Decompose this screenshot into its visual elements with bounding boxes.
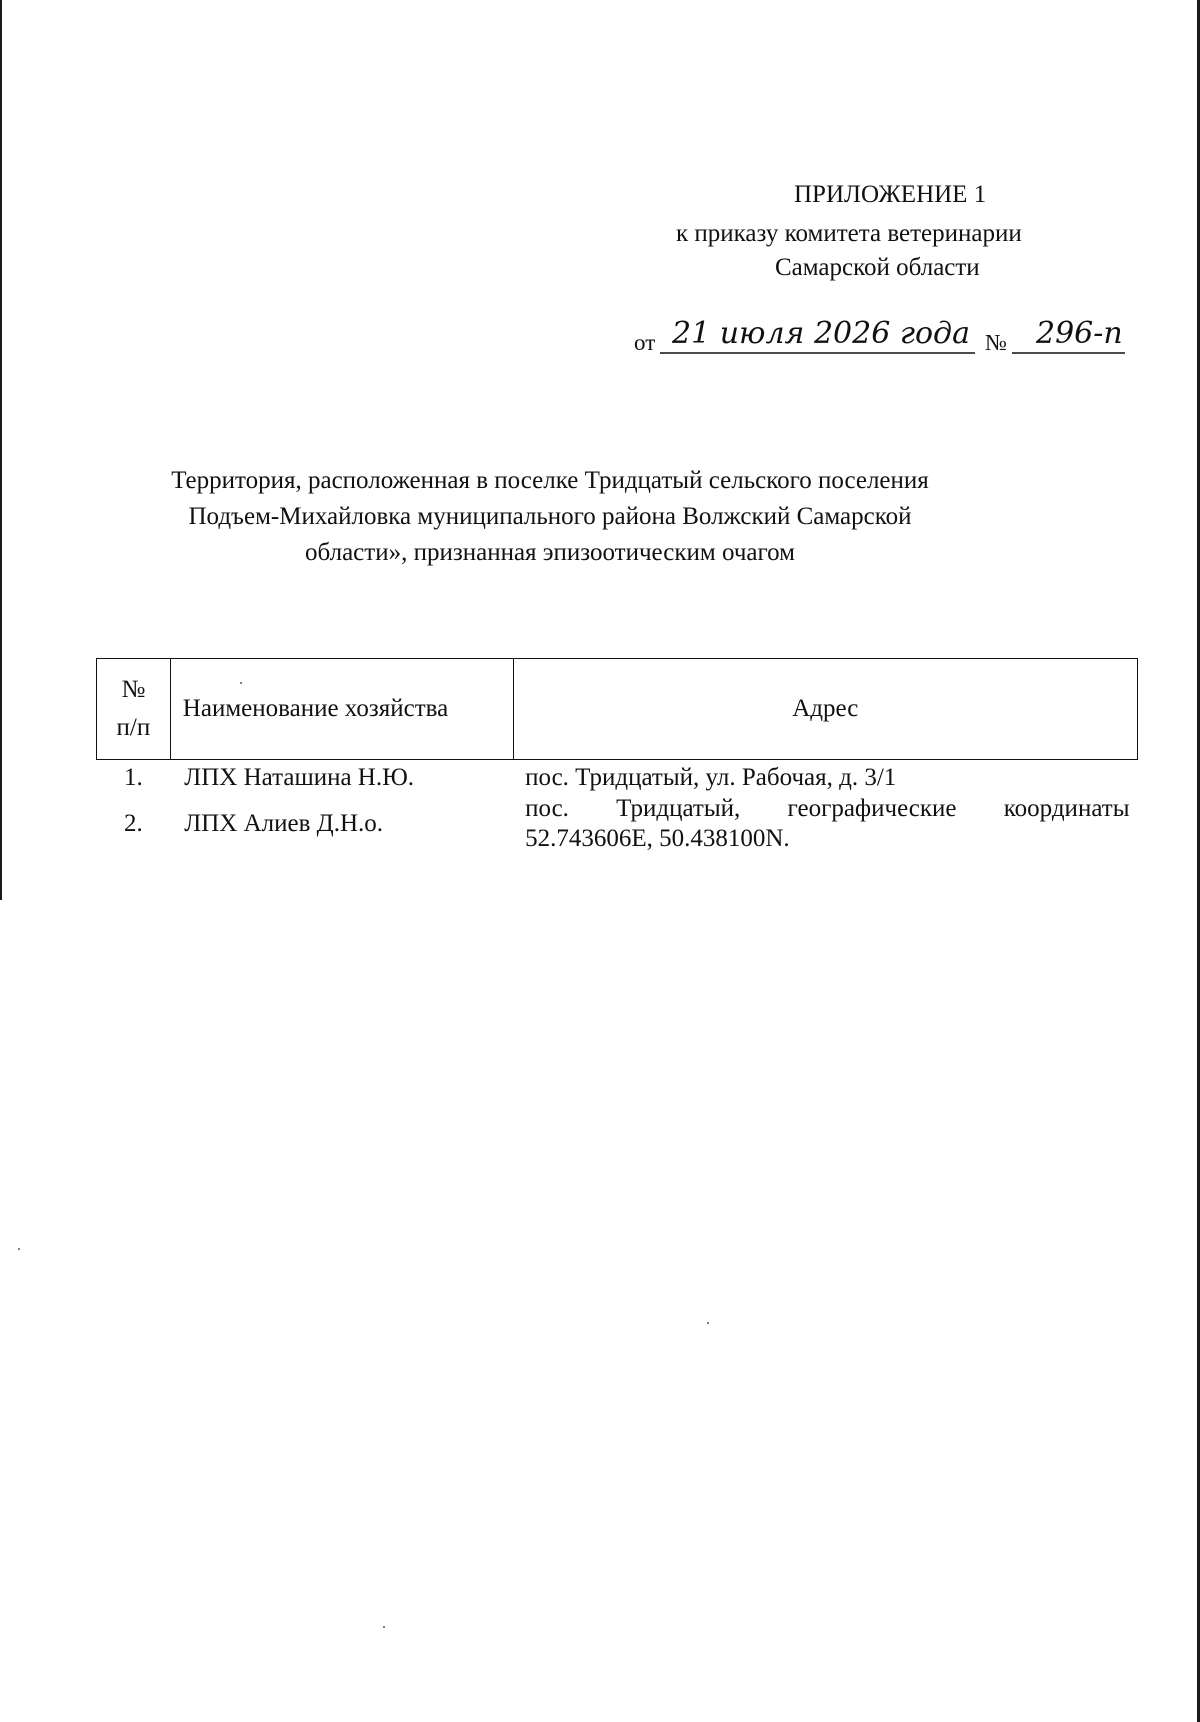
row-name: ЛПХ Алиев Д.Н.о. [184, 810, 384, 837]
header-num-sign: № [121, 676, 146, 703]
farms-table [96, 658, 1138, 854]
order-date-handwritten: 21 июля 2026 года [672, 316, 970, 351]
title-line-1: Территория, расположенная в поселке Тридцатый сельского поселения [171, 467, 929, 494]
header-address: Адрес [513, 659, 1137, 760]
scan-speck [707, 1322, 709, 1324]
row-address [513, 792, 1137, 854]
appendix-reference: к приказу комитета ветеринарии [676, 220, 1022, 247]
order-number-sign: № [985, 330, 1007, 355]
header-num [97, 659, 171, 760]
appendix-title: ПРИЛОЖЕНИЕ 1 [794, 181, 987, 208]
scan-speck [383, 1626, 385, 1628]
row-num: 2. [124, 810, 143, 837]
table-row [97, 760, 1138, 793]
scan-speck [18, 1248, 20, 1250]
row-address-line: 52.743606E, 50.438100N. [525, 825, 790, 852]
scan-speck [240, 682, 242, 684]
order-underlines [660, 350, 1130, 356]
row-address-line: пос. Тридцатый, ул. Рабочая, д. 3/1 [525, 764, 897, 791]
title-line-2: Подъем-Михайловка муниципального района Волжский Самарской [188, 503, 912, 530]
table-header-row [97, 659, 1138, 760]
row-name: ЛПХ Наташина Н.Ю. [184, 764, 415, 791]
row-address [513, 760, 1137, 793]
header-name: Наименование хозяйства [170, 659, 513, 760]
appendix-region: Самарской области [775, 254, 980, 281]
row-num: 1. [124, 764, 143, 791]
table-row [97, 792, 1138, 854]
order-number-handwritten: 296-п [1036, 316, 1123, 351]
order-from-prefix: от [634, 330, 656, 355]
header-num-pp: п/п [116, 714, 151, 741]
scan-edge-left [0, 0, 2, 900]
document-title [150, 463, 950, 571]
row-address-line: пос. Тридцатый, географические координаты [525, 795, 1130, 822]
title-line-3: области», признанная эпизоотическим очагом [305, 539, 795, 566]
